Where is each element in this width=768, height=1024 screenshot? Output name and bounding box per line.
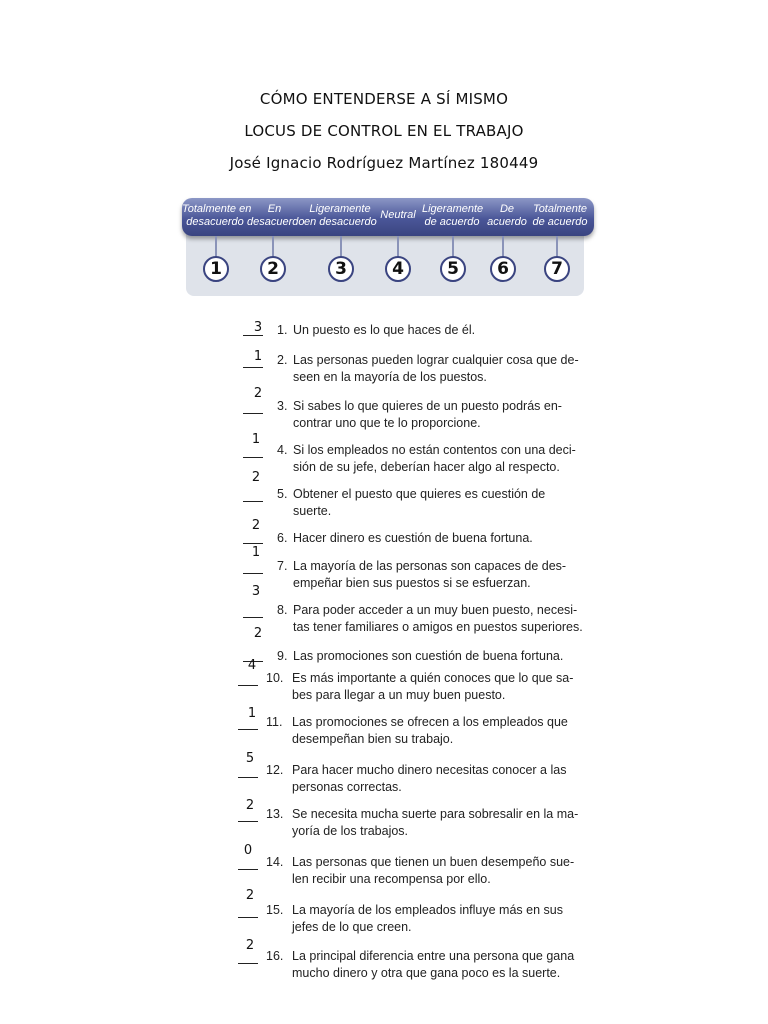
question-number: 2. (277, 353, 288, 367)
scale-label-2 (247, 203, 305, 229)
question-item (266, 854, 586, 888)
answer-blank-line (243, 367, 263, 368)
answer-blank-line (243, 543, 263, 544)
question-text: Las personas pueden lograr cualquier cosa que de- (293, 353, 579, 367)
question-item (266, 762, 586, 796)
scale-label-4 (377, 209, 419, 222)
scale-label-line: De (499, 203, 515, 215)
answer-value[interactable]: 3 (251, 584, 261, 599)
question-number: 11. (266, 715, 283, 729)
question-number: 6. (277, 531, 288, 545)
question-text: Un puesto es lo que haces de él. (293, 323, 476, 337)
answer-blank-line (243, 573, 263, 574)
question-text-continued: empeñar bien sus puestos si se esfuerzan. (293, 576, 531, 590)
answer-blank-line (238, 963, 258, 964)
question-item (277, 352, 597, 386)
answer-value[interactable]: 1 (253, 349, 263, 364)
scale-label-line: Neutral (380, 209, 416, 221)
scale-label-line: Ligeramente (422, 203, 484, 215)
answer-value[interactable]: 2 (251, 470, 261, 485)
question-text: Se necesita mucha suerte para sobresalir en la ma- (292, 807, 579, 821)
answer-value[interactable]: 4 (247, 658, 257, 673)
answer-blank-line (238, 821, 258, 822)
scale-number-6: 6 (490, 256, 516, 282)
scale-label-line: de acuerdo (424, 216, 480, 228)
question-text: Para poder acceder a un muy buen puesto, necesi- (293, 603, 578, 617)
scale-tick (556, 236, 558, 258)
question-item (277, 530, 597, 547)
answer-value[interactable]: 2 (245, 888, 255, 903)
scale-number-5: 5 (440, 256, 466, 282)
question-item (277, 648, 597, 665)
answer-value[interactable]: 1 (247, 706, 257, 721)
question-number: 13. (266, 807, 284, 821)
question-text-continued: suerte. (293, 504, 332, 518)
scale-label-line: de acuerdo (532, 216, 588, 228)
question-text: La mayoría de los empleados influye más en sus (292, 903, 563, 917)
answer-blank-line (238, 869, 258, 870)
question-item (277, 602, 597, 636)
answer-value[interactable]: 5 (245, 751, 255, 766)
answer-value[interactable]: 2 (245, 938, 255, 953)
question-text: Si sabes lo que quieres de un puesto podrás en- (293, 399, 562, 413)
answer-blank-line (238, 917, 258, 918)
scale-number-7: 7 (544, 256, 570, 282)
scale-label-line: Totalmente (532, 203, 588, 215)
question-text: Obtener el puesto que quieres es cuestión de (293, 487, 546, 501)
scale-label-line: Totalmente en (182, 203, 252, 215)
question-text-continued: jefes de lo que creen. (292, 920, 412, 934)
scale-number-3: 3 (328, 256, 354, 282)
answer-value[interactable]: 3 (253, 320, 263, 335)
question-text-continued: mucho dinero y otra que gana poco es la suerte. (292, 966, 561, 980)
answer-blank-line (243, 617, 263, 618)
scale-label-5 (422, 203, 482, 229)
question-text: Es más importante a quién conoces que lo que sa- (292, 671, 574, 685)
question-item (266, 714, 586, 748)
author-line: José Ignacio Rodríguez Martínez 180449 (229, 154, 539, 172)
question-text-continued: desempeñan bien su trabajo. (292, 732, 454, 746)
question-text: Las promociones se ofrecen a los empleados que (292, 715, 568, 729)
question-text-continued: bes para llegar a un muy buen puesto. (292, 688, 506, 702)
question-number: 1. (277, 323, 288, 337)
question-text-continued: len recibir una recompensa por ello. (292, 872, 491, 886)
question-text: La mayoría de las personas son capaces de des- (293, 559, 567, 573)
scale-tick (272, 236, 274, 258)
likert-scale (182, 198, 588, 298)
question-number: 4. (277, 443, 288, 457)
answer-value[interactable]: 1 (251, 432, 261, 447)
question-text: La principal diferencia entre una persona que gana (292, 949, 575, 963)
scale-label-line: Ligeramente (309, 203, 371, 215)
answer-blank-line (243, 501, 263, 502)
scale-number-1: 1 (203, 256, 229, 282)
question-number: 16. (266, 949, 284, 963)
answer-blank-line (243, 335, 263, 336)
answer-value[interactable]: 1 (251, 545, 261, 560)
scale-label-1 (182, 203, 252, 229)
question-text-continued: yoría de los trabajos. (292, 824, 409, 838)
question-number: 5. (277, 487, 288, 501)
question-text: Hacer dinero es cuestión de buena fortuna. (293, 531, 533, 545)
question-item (277, 322, 597, 339)
answer-blank-line (238, 685, 258, 686)
scale-tick (502, 236, 504, 258)
question-item (277, 558, 597, 592)
answer-value[interactable]: 0 (243, 843, 253, 858)
question-number: 12. (266, 763, 284, 777)
question-text: Para hacer mucho dinero necesitas conocer a las (292, 763, 567, 777)
question-item (277, 398, 597, 432)
scale-label-line: En (267, 203, 282, 215)
scale-label-6 (487, 203, 527, 229)
question-item (266, 670, 586, 704)
question-text-continued: contrar uno que te lo proporcione. (293, 416, 481, 430)
scale-label-line: desacuerdo (247, 216, 305, 228)
answer-blank-line (243, 413, 263, 414)
scale-tick (397, 236, 399, 258)
scale-label-line: en desacuerdo (304, 216, 377, 228)
question-number: 3. (277, 399, 288, 413)
question-item (277, 486, 597, 520)
answer-blank-line (238, 777, 258, 778)
scale-label-3 (304, 203, 376, 229)
answer-value[interactable]: 2 (245, 798, 255, 813)
answer-value[interactable]: 2 (251, 518, 261, 533)
question-item (277, 442, 597, 476)
question-text: Las promociones son cuestión de buena fortuna. (293, 649, 564, 663)
scale-tick (215, 236, 217, 258)
question-text-continued: personas correctas. (292, 780, 402, 794)
document-title: CÓMO ENTENDERSE A SÍ MISMO (259, 90, 509, 108)
question-item (266, 948, 586, 982)
question-number: 14. (266, 855, 284, 869)
question-number: 8. (277, 603, 288, 617)
document-subtitle: LOCUS DE CONTROL EN EL TRABAJO (244, 122, 524, 140)
question-text: Si los empleados no están contentos con una deci- (293, 443, 576, 457)
question-text: Las personas que tienen un buen desempeño sue- (292, 855, 575, 869)
scale-tick (452, 236, 454, 258)
answer-value[interactable]: 2 (253, 386, 263, 401)
question-number: 15. (266, 903, 284, 917)
scale-label-line: acuerdo (487, 216, 527, 228)
scale-number-2: 2 (260, 256, 286, 282)
question-number: 7. (277, 559, 288, 573)
question-number: 9. (277, 649, 288, 663)
scale-tick (340, 236, 342, 258)
answer-value[interactable]: 2 (253, 626, 263, 641)
question-text-continued: tas tener familiares o amigos en puestos superiores. (293, 620, 583, 634)
scale-label-line: desacuerdo (186, 216, 244, 228)
answer-blank-line (243, 457, 263, 458)
question-item (266, 806, 586, 840)
answer-blank-line (238, 729, 258, 730)
question-number: 10. (266, 671, 284, 685)
question-item (266, 902, 586, 936)
question-text-continued: sión de su jefe, deberían hacer algo al respecto. (293, 460, 560, 474)
question-text-continued: seen en la mayoría de los puestos. (293, 370, 487, 384)
scale-label-7 (532, 203, 588, 229)
scale-number-4: 4 (385, 256, 411, 282)
